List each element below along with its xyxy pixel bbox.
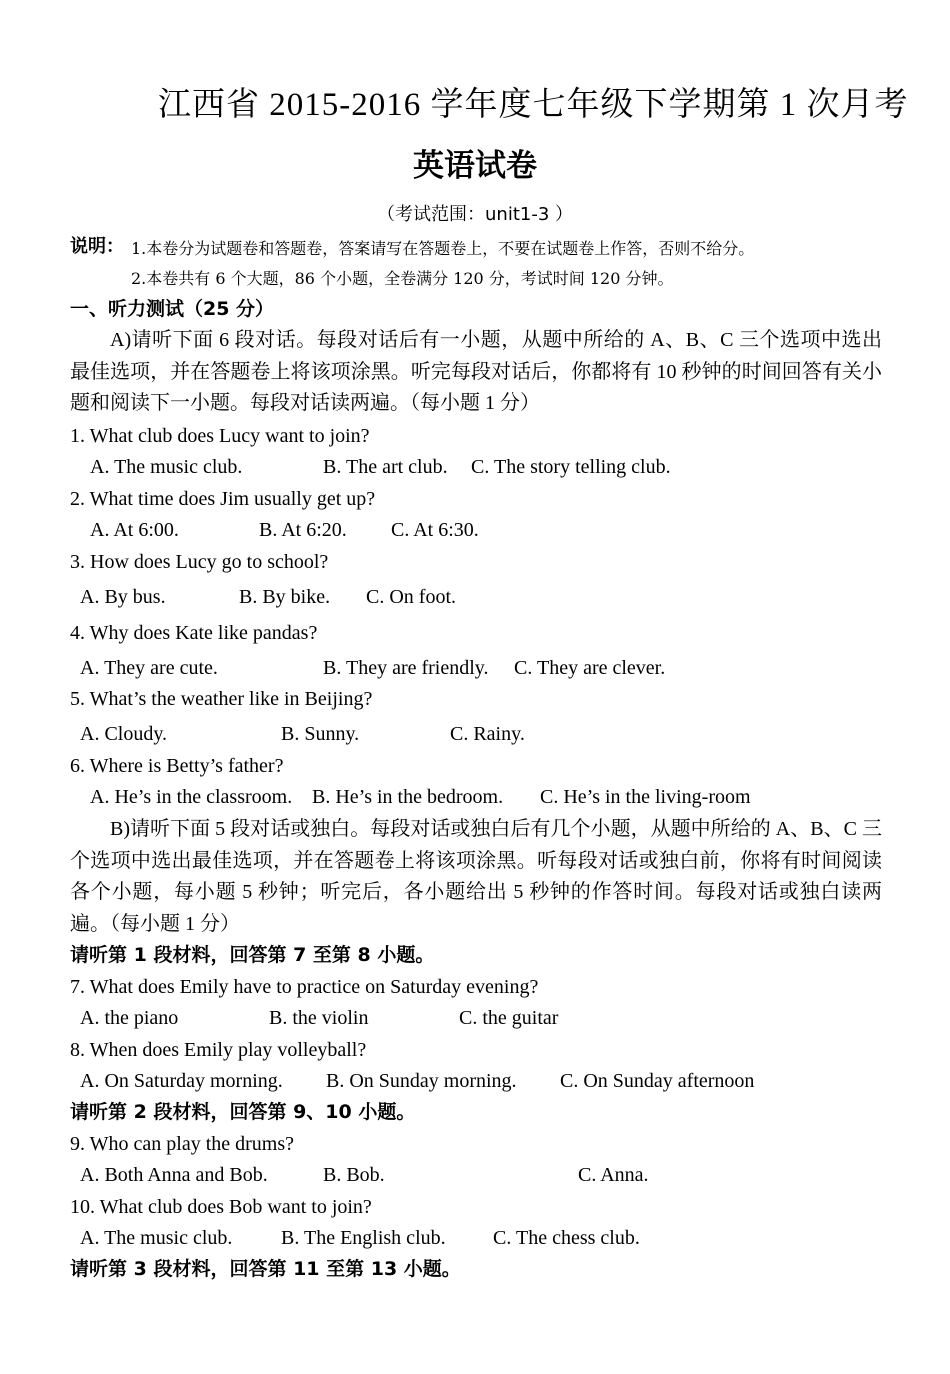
q6-option-b: B. He’s in the bedroom. — [312, 786, 504, 808]
exam-subtitle: 英语试卷 — [413, 148, 537, 184]
question-9: 9. Who can play the drums? — [70, 1133, 295, 1155]
exam-title: 江西省 2015-2016 学年度七年级下学期第 1 次月考 — [158, 87, 909, 123]
q2-option-c: C. At 6:30. — [391, 519, 479, 541]
section-heading: 一、听力测试（25 分） — [70, 298, 275, 320]
q5-option-a: A. Cloudy. — [80, 723, 168, 745]
question-4: 4. Why does Kate like pandas? — [70, 622, 318, 644]
q2-option-a: A. At 6:00. — [90, 519, 179, 541]
q9-option-c: C. Anna. — [578, 1164, 649, 1186]
question-10: 10. What club does Bob want to join? — [70, 1196, 372, 1218]
material-1-heading: 请听第 1 段材料，回答第 7 至第 8 小题。 — [70, 944, 435, 966]
q10-option-c: C. The chess club. — [493, 1227, 640, 1249]
question-8: 8. When does Emily play volleyball? — [70, 1039, 367, 1061]
q3-option-a: A. By bus. — [80, 586, 166, 608]
q4-option-c: C. They are clever. — [514, 657, 666, 679]
notes-label: 说明： — [70, 236, 124, 257]
part-a-instructions: A)请听下面 6 段对话。每段对话后有一小题，从题中所给的 A、B、C 三个选项中选出最佳选项，并在答题卷上将该项涂黑。听完每段对话后，你都将有 10 秒钟的时间回答有关小题和阅读下一小题。每段对话读两遍。（每小题 1 分） — [70, 329, 882, 414]
material-2-heading: 请听第 2 段材料，回答第 9、10 小题。 — [70, 1101, 416, 1123]
q4-option-a: A. They are cute. — [80, 657, 218, 679]
q5-option-b: B. Sunny. — [281, 723, 360, 745]
q1-option-c: C. The story telling club. — [471, 456, 671, 478]
q9-option-a: A. Both Anna and Bob. — [80, 1164, 268, 1186]
q2-option-b: B. At 6:20. — [259, 519, 347, 541]
q6-option-c: C. He’s in the living-room — [540, 786, 751, 808]
q8-option-a: A. On Saturday morning. — [80, 1070, 283, 1092]
note-line-1: 1.本卷分为试题卷和答题卷，答案请写在答题卷上，不要在试题卷上作答，否则不给分。 — [131, 239, 755, 258]
question-2: 2. What time does Jim usually get up? — [70, 488, 376, 510]
q8-option-b: B. On Sunday morning. — [326, 1070, 517, 1092]
q10-option-b: B. The English club. — [281, 1227, 446, 1249]
part-b-instructions: B)请听下面 5 段对话或独白。每段对话或独白后有几个小题，从题中所给的 A、B、C 三个选项中选出最佳选项，并在答题卷上将该项涂黑。听每段对话或独白前，你将有时间阅读各个小题，每小题 5 秒钟；听完后，各小题给出 5 秒钟的作答时间。每段对话或独白读两遍。（每小题 1 分） — [70, 818, 882, 935]
q6-option-a: A. He’s in the classroom. — [90, 786, 293, 808]
note-line-2: 2.本卷共有 6 个大题，86 个小题，全卷满分 120 分，考试时间 120 分钟。 — [131, 269, 674, 288]
q7-option-a: A. the piano — [80, 1007, 179, 1029]
q4-option-b: B. They are friendly. — [323, 657, 489, 679]
material-3-heading: 请听第 3 段材料，回答第 11 至第 13 小题。 — [70, 1258, 461, 1280]
q8-option-c: C. On Sunday afternoon — [560, 1070, 755, 1092]
q1-option-b: B. The art club. — [323, 456, 448, 478]
q7-option-b: B. the violin — [269, 1007, 369, 1029]
q5-option-c: C. Rainy. — [450, 723, 525, 745]
q3-option-c: C. On foot. — [366, 586, 456, 608]
question-5: 5. What’s the weather like in Beijing? — [70, 688, 373, 710]
q3-option-b: B. By bike. — [239, 586, 331, 608]
question-7: 7. What does Emily have to practice on Saturday evening? — [70, 976, 539, 998]
q9-option-b: B. Bob. — [323, 1164, 385, 1186]
question-3: 3. How does Lucy go to school? — [70, 551, 329, 573]
q1-option-a: A. The music club. — [90, 456, 243, 478]
question-6: 6. Where is Betty’s father? — [70, 755, 284, 777]
question-1: 1. What club does Lucy want to join? — [70, 425, 370, 447]
q10-option-a: A. The music club. — [80, 1227, 233, 1249]
exam-scope: （考试范围：unit1-3 ） — [377, 204, 573, 225]
q7-option-c: C. the guitar — [459, 1007, 559, 1029]
